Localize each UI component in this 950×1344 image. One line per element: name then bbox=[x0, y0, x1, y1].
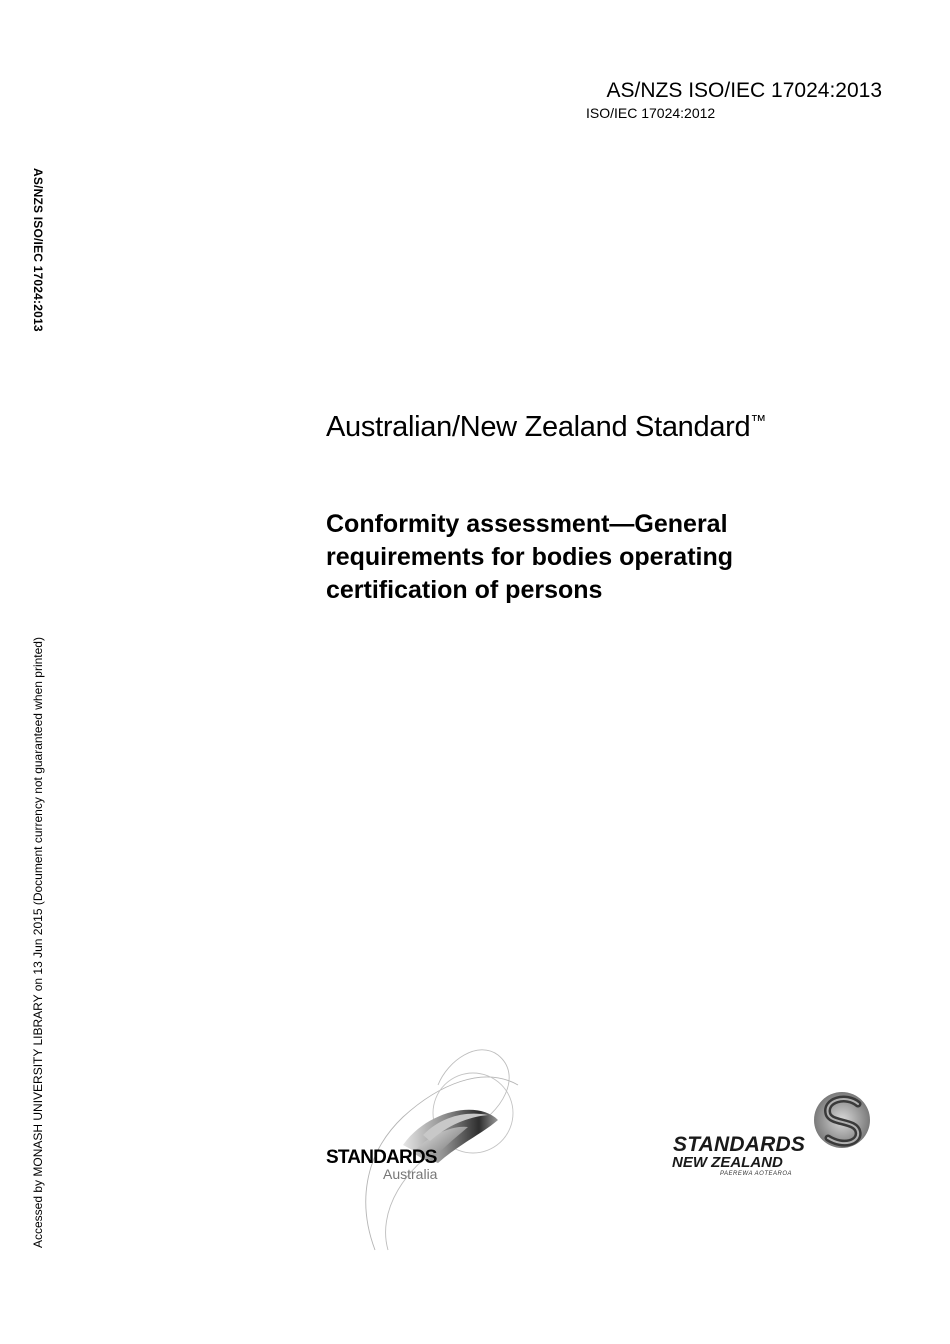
document-number: AS/NZS ISO/IEC 17024:2013 bbox=[606, 79, 882, 102]
spine-document-id: AS/NZS ISO/IEC 17024:2013 bbox=[31, 168, 45, 332]
standards-australia-subtitle: Australia bbox=[383, 1166, 438, 1182]
standard-type-heading bbox=[326, 405, 766, 444]
trademark-symbol: ™ bbox=[750, 413, 767, 430]
standards-nz-wordmark: STANDARDS bbox=[673, 1133, 806, 1156]
iso-reference-number: ISO/IEC 17024:2012 bbox=[586, 105, 716, 121]
standards-australia-wordmark: STANDARDS bbox=[326, 1147, 437, 1168]
access-watermark-note: Accessed by MONASH UNIVERSITY LIBRARY on 13 Jun 2015 (Document currency not guaranteed when printed) bbox=[31, 637, 45, 1248]
standards-new-zealand-logo bbox=[668, 1090, 878, 1185]
standard-type-label: Australian/New Zealand Standard bbox=[326, 411, 751, 443]
standards-australia-logo bbox=[318, 1045, 538, 1260]
standards-nz-country: NEW ZEALAND bbox=[672, 1154, 783, 1171]
document-title bbox=[326, 508, 846, 607]
standards-nz-maori-name: PAEREWA AOTEAROA bbox=[720, 1171, 793, 1177]
title-line: Conformity assessment—General bbox=[326, 510, 728, 538]
title-line: certification of persons bbox=[326, 576, 603, 604]
title-line: requirements for bodies operating bbox=[326, 543, 734, 571]
